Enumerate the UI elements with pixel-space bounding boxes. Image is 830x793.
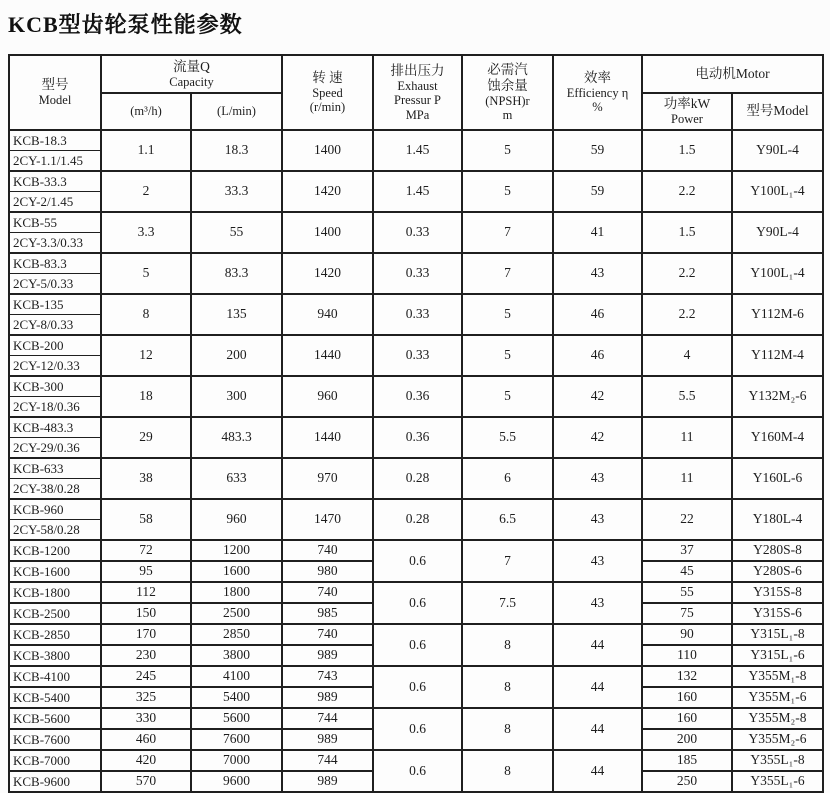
cell-npsh: 8 — [462, 708, 553, 750]
cell-motor-model: Y90L-4 — [732, 130, 823, 171]
col-header-motor-power-en: Power — [671, 112, 703, 127]
table-row — [9, 130, 823, 151]
cell-model-2cy: 2CY-1.1/1.45 — [9, 150, 101, 171]
cell-capacity-m3h: 3.3 — [101, 212, 191, 253]
cell-model: KCB-7600 — [9, 729, 101, 750]
table-row — [9, 750, 823, 771]
cell-model-2cy: 2CY-18/0.36 — [9, 396, 101, 417]
cell-motor-model: Y315L₁-8 — [732, 624, 823, 645]
col-header-capacity-zh: 流量Q — [173, 58, 210, 74]
cell-efficiency: 44 — [553, 624, 642, 666]
cell-speed: 1400 — [282, 212, 373, 253]
cell-capacity-lmin: 2500 — [191, 603, 282, 624]
cell-npsh: 6 — [462, 458, 553, 499]
cell-capacity-lmin: 960 — [191, 499, 282, 540]
cell-capacity-lmin: 18.3 — [191, 130, 282, 171]
page-title: KCB型齿轮泵性能参数 — [8, 12, 243, 37]
cell-speed: 1440 — [282, 335, 373, 376]
cell-motor-power: 1.5 — [642, 130, 732, 171]
cell-efficiency: 43 — [553, 458, 642, 499]
cell-npsh: 7 — [462, 540, 553, 582]
pump-parameters-table — [8, 54, 824, 793]
cell-efficiency: 44 — [553, 708, 642, 750]
cell-speed: 1420 — [282, 253, 373, 294]
cell-model-kcb: KCB-633 — [9, 458, 101, 479]
col-header-npsh-unit: m — [502, 108, 513, 123]
header-row-1 — [9, 55, 823, 93]
table-row — [9, 212, 823, 233]
col-header-exhaust-en1: Exhaust — [397, 78, 438, 93]
cell-exhaust-pressure: 0.33 — [373, 212, 462, 253]
cell-capacity-lmin: 55 — [191, 212, 282, 253]
cell-motor-power: 11 — [642, 458, 732, 499]
table-row — [9, 417, 823, 438]
cell-exhaust-pressure: 0.36 — [373, 376, 462, 417]
cell-motor-model: Y315S-8 — [732, 582, 823, 603]
cell-speed: 989 — [282, 687, 373, 708]
cell-motor-model: Y315S-6 — [732, 603, 823, 624]
col-header-capacity-lmin — [191, 93, 282, 130]
cell-speed: 1440 — [282, 417, 373, 458]
cell-capacity-lmin: 3800 — [191, 645, 282, 666]
cell-capacity-lmin: 200 — [191, 335, 282, 376]
cell-motor-power: 11 — [642, 417, 732, 458]
cell-motor-model: Y160M-4 — [732, 417, 823, 458]
cell-capacity-m3h: 95 — [101, 561, 191, 582]
cell-speed: 744 — [282, 708, 373, 729]
cell-efficiency: 44 — [553, 750, 642, 792]
table-row — [9, 708, 823, 729]
cell-motor-model: Y100L₁-4 — [732, 171, 823, 212]
col-header-capacity — [101, 55, 282, 93]
cell-model-kcb: KCB-83.3 — [9, 253, 101, 274]
table-row — [9, 624, 823, 645]
col-header-efficiency-unit: % — [592, 100, 603, 115]
cell-capacity-m3h: 460 — [101, 729, 191, 750]
cell-speed: 989 — [282, 771, 373, 792]
cell-motor-model: Y112M-4 — [732, 335, 823, 376]
cell-capacity-lmin: 483.3 — [191, 417, 282, 458]
cell-model: KCB-9600 — [9, 771, 101, 792]
cell-motor-model: Y315L₁-6 — [732, 645, 823, 666]
col-header-efficiency — [553, 55, 642, 130]
col-header-exhaust-pressure — [373, 55, 462, 130]
cell-model-2cy: 2CY-8/0.33 — [9, 314, 101, 335]
cell-model-2cy: 2CY-58/0.28 — [9, 519, 101, 540]
cell-capacity-m3h: 29 — [101, 417, 191, 458]
cell-npsh: 5 — [462, 130, 553, 171]
cell-motor-power: 132 — [642, 666, 732, 687]
cell-efficiency: 42 — [553, 417, 642, 458]
cell-motor-model: Y355M₁-6 — [732, 687, 823, 708]
table-row — [9, 253, 823, 274]
cell-motor-power: 37 — [642, 540, 732, 561]
cell-speed: 740 — [282, 582, 373, 603]
cell-model: KCB-1200 — [9, 540, 101, 561]
col-header-npsh-zh2: 蚀余量 — [487, 77, 528, 93]
col-header-exhaust-zh: 排出压力 — [390, 62, 445, 78]
cell-npsh: 5 — [462, 294, 553, 335]
cell-motor-power: 2.2 — [642, 294, 732, 335]
cell-capacity-lmin: 4100 — [191, 666, 282, 687]
col-header-motor-group — [642, 55, 823, 93]
cell-efficiency: 43 — [553, 499, 642, 540]
cell-motor-model: Y100L₁-4 — [732, 253, 823, 294]
cell-npsh: 7 — [462, 212, 553, 253]
cell-exhaust-pressure: 1.45 — [373, 171, 462, 212]
cell-capacity-m3h: 245 — [101, 666, 191, 687]
cell-capacity-lmin: 5600 — [191, 708, 282, 729]
cell-motor-model: Y355M₂-8 — [732, 708, 823, 729]
cell-motor-model: Y355L₁-6 — [732, 771, 823, 792]
cell-capacity-lmin: 1800 — [191, 582, 282, 603]
table-row — [9, 294, 823, 315]
table-row — [9, 582, 823, 603]
col-header-motor-group-label: 电动机Motor — [695, 65, 770, 81]
cell-npsh: 8 — [462, 624, 553, 666]
cell-motor-power: 45 — [642, 561, 732, 582]
col-header-speed-en: Speed — [312, 86, 343, 100]
col-header-npsh — [462, 55, 553, 130]
cell-capacity-lmin: 1600 — [191, 561, 282, 582]
col-header-capacity-lmin-label: (L/min) — [217, 104, 256, 119]
cell-exhaust-pressure: 0.28 — [373, 458, 462, 499]
cell-efficiency: 46 — [553, 335, 642, 376]
cell-motor-power: 1.5 — [642, 212, 732, 253]
cell-speed: 980 — [282, 561, 373, 582]
cell-efficiency: 41 — [553, 212, 642, 253]
cell-model-2cy: 2CY-38/0.28 — [9, 478, 101, 499]
cell-motor-power: 160 — [642, 687, 732, 708]
cell-model-kcb: KCB-135 — [9, 294, 101, 315]
cell-exhaust-pressure: 0.36 — [373, 417, 462, 458]
cell-model-kcb: KCB-33.3 — [9, 171, 101, 192]
cell-model: KCB-3800 — [9, 645, 101, 666]
cell-npsh: 8 — [462, 750, 553, 792]
cell-npsh: 7 — [462, 253, 553, 294]
cell-efficiency: 59 — [553, 171, 642, 212]
table-row — [9, 335, 823, 356]
cell-speed: 1470 — [282, 499, 373, 540]
cell-model: KCB-1600 — [9, 561, 101, 582]
cell-model: KCB-7000 — [9, 750, 101, 771]
table-row — [9, 499, 823, 520]
cell-model-kcb: KCB-483.3 — [9, 417, 101, 438]
cell-capacity-m3h: 112 — [101, 582, 191, 603]
cell-speed: 970 — [282, 458, 373, 499]
cell-motor-model: Y112M-6 — [732, 294, 823, 335]
cell-model-2cy: 2CY-29/0.36 — [9, 437, 101, 458]
col-header-capacity-m3h-label: (m³/h) — [130, 104, 162, 119]
cell-model-kcb: KCB-300 — [9, 376, 101, 397]
cell-model-kcb: KCB-200 — [9, 335, 101, 356]
cell-exhaust-pressure: 0.6 — [373, 750, 462, 792]
cell-speed: 740 — [282, 540, 373, 561]
cell-model-2cy: 2CY-2/1.45 — [9, 191, 101, 212]
cell-exhaust-pressure: 0.6 — [373, 624, 462, 666]
cell-model: KCB-1800 — [9, 582, 101, 603]
cell-exhaust-pressure: 0.33 — [373, 335, 462, 376]
cell-capacity-lmin: 7600 — [191, 729, 282, 750]
cell-model: KCB-2850 — [9, 624, 101, 645]
cell-motor-model: Y160L-6 — [732, 458, 823, 499]
cell-model: KCB-4100 — [9, 666, 101, 687]
cell-capacity-lmin: 7000 — [191, 750, 282, 771]
cell-capacity-m3h: 325 — [101, 687, 191, 708]
cell-motor-model: Y90L-4 — [732, 212, 823, 253]
cell-capacity-m3h: 38 — [101, 458, 191, 499]
cell-exhaust-pressure: 0.6 — [373, 582, 462, 624]
col-header-motor-power-zh: 功率kW — [663, 96, 711, 111]
cell-motor-model: Y180L-4 — [732, 499, 823, 540]
cell-model: KCB-2500 — [9, 603, 101, 624]
cell-npsh: 5.5 — [462, 417, 553, 458]
cell-motor-model: Y132M₂-6 — [732, 376, 823, 417]
col-header-speed — [282, 55, 373, 130]
cell-capacity-m3h: 2 — [101, 171, 191, 212]
cell-efficiency: 43 — [553, 582, 642, 624]
cell-model-kcb: KCB-18.3 — [9, 130, 101, 151]
cell-speed: 740 — [282, 624, 373, 645]
col-header-motor-model — [732, 93, 823, 130]
cell-efficiency: 43 — [553, 540, 642, 582]
cell-capacity-lmin: 633 — [191, 458, 282, 499]
col-header-exhaust-unit: MPa — [405, 107, 430, 122]
cell-speed: 940 — [282, 294, 373, 335]
cell-capacity-lmin: 2850 — [191, 624, 282, 645]
cell-capacity-m3h: 5 — [101, 253, 191, 294]
cell-npsh: 5 — [462, 376, 553, 417]
cell-speed: 989 — [282, 645, 373, 666]
cell-model-2cy: 2CY-12/0.33 — [9, 355, 101, 376]
cell-efficiency: 46 — [553, 294, 642, 335]
cell-model: KCB-5400 — [9, 687, 101, 708]
cell-motor-model: Y355M₁-8 — [732, 666, 823, 687]
cell-exhaust-pressure: 1.45 — [373, 130, 462, 171]
cell-capacity-lmin: 33.3 — [191, 171, 282, 212]
cell-capacity-lmin: 135 — [191, 294, 282, 335]
cell-motor-power: 4 — [642, 335, 732, 376]
cell-model-2cy: 2CY-5/0.33 — [9, 273, 101, 294]
cell-npsh: 7.5 — [462, 582, 553, 624]
cell-motor-power: 200 — [642, 729, 732, 750]
cell-motor-model: Y355M₂-6 — [732, 729, 823, 750]
cell-motor-power: 160 — [642, 708, 732, 729]
table-row — [9, 540, 823, 561]
col-header-capacity-en: Capacity — [169, 74, 214, 89]
cell-model: KCB-5600 — [9, 708, 101, 729]
cell-motor-model: Y280S-8 — [732, 540, 823, 561]
cell-speed: 743 — [282, 666, 373, 687]
table-row — [9, 171, 823, 192]
cell-efficiency: 44 — [553, 666, 642, 708]
cell-motor-power: 75 — [642, 603, 732, 624]
cell-npsh: 8 — [462, 666, 553, 708]
cell-capacity-lmin: 9600 — [191, 771, 282, 792]
table-row — [9, 376, 823, 397]
cell-efficiency: 43 — [553, 253, 642, 294]
col-header-speed-zh: 转 速 — [312, 69, 343, 85]
cell-capacity-m3h: 1.1 — [101, 130, 191, 171]
col-header-model-en: Model — [38, 93, 72, 108]
cell-motor-power: 2.2 — [642, 253, 732, 294]
cell-efficiency: 42 — [553, 376, 642, 417]
cell-capacity-m3h: 420 — [101, 750, 191, 771]
cell-capacity-lmin: 1200 — [191, 540, 282, 561]
cell-model-kcb: KCB-55 — [9, 212, 101, 233]
cell-npsh: 5 — [462, 335, 553, 376]
cell-model-kcb: KCB-960 — [9, 499, 101, 520]
cell-capacity-m3h: 58 — [101, 499, 191, 540]
cell-motor-model: Y280S-6 — [732, 561, 823, 582]
cell-speed: 1400 — [282, 130, 373, 171]
cell-exhaust-pressure: 0.6 — [373, 708, 462, 750]
col-header-npsh-en: (NPSH)r — [485, 94, 530, 109]
cell-exhaust-pressure: 0.33 — [373, 253, 462, 294]
cell-motor-power: 250 — [642, 771, 732, 792]
cell-capacity-lmin: 5400 — [191, 687, 282, 708]
cell-speed: 985 — [282, 603, 373, 624]
col-header-exhaust-en2: Pressur P — [394, 93, 441, 108]
cell-speed: 960 — [282, 376, 373, 417]
cell-model-2cy: 2CY-3.3/0.33 — [9, 232, 101, 253]
col-header-capacity-m3h — [101, 93, 191, 130]
col-header-speed-unit: (r/min) — [309, 100, 346, 115]
cell-capacity-m3h: 570 — [101, 771, 191, 792]
cell-exhaust-pressure: 0.28 — [373, 499, 462, 540]
cell-capacity-m3h: 72 — [101, 540, 191, 561]
cell-motor-power: 55 — [642, 582, 732, 603]
cell-capacity-m3h: 18 — [101, 376, 191, 417]
cell-exhaust-pressure: 0.6 — [373, 666, 462, 708]
cell-capacity-m3h: 8 — [101, 294, 191, 335]
cell-motor-model: Y355L₁-8 — [732, 750, 823, 771]
cell-speed: 1420 — [282, 171, 373, 212]
cell-capacity-lmin: 83.3 — [191, 253, 282, 294]
cell-efficiency: 59 — [553, 130, 642, 171]
cell-capacity-m3h: 330 — [101, 708, 191, 729]
cell-npsh: 6.5 — [462, 499, 553, 540]
cell-motor-power: 22 — [642, 499, 732, 540]
col-header-model — [9, 55, 101, 130]
table-row — [9, 666, 823, 687]
cell-capacity-m3h: 12 — [101, 335, 191, 376]
cell-npsh: 5 — [462, 171, 553, 212]
cell-capacity-lmin: 300 — [191, 376, 282, 417]
cell-capacity-m3h: 230 — [101, 645, 191, 666]
cell-motor-power: 185 — [642, 750, 732, 771]
cell-motor-power: 2.2 — [642, 171, 732, 212]
cell-speed: 989 — [282, 729, 373, 750]
cell-exhaust-pressure: 0.6 — [373, 540, 462, 582]
col-header-efficiency-en: Efficiency η — [566, 86, 629, 100]
cell-motor-power: 110 — [642, 645, 732, 666]
table-row — [9, 458, 823, 479]
cell-motor-power: 90 — [642, 624, 732, 645]
cell-capacity-m3h: 150 — [101, 603, 191, 624]
col-header-npsh-zh1: 必需汽 — [487, 61, 528, 77]
col-header-motor-power — [642, 93, 732, 130]
cell-motor-power: 5.5 — [642, 376, 732, 417]
col-header-efficiency-zh: 效率 — [584, 69, 611, 85]
cell-speed: 744 — [282, 750, 373, 771]
cell-exhaust-pressure: 0.33 — [373, 294, 462, 335]
col-header-model-zh: 型号 — [41, 77, 69, 92]
cell-capacity-m3h: 170 — [101, 624, 191, 645]
col-header-motor-model-label: 型号Model — [746, 103, 809, 119]
